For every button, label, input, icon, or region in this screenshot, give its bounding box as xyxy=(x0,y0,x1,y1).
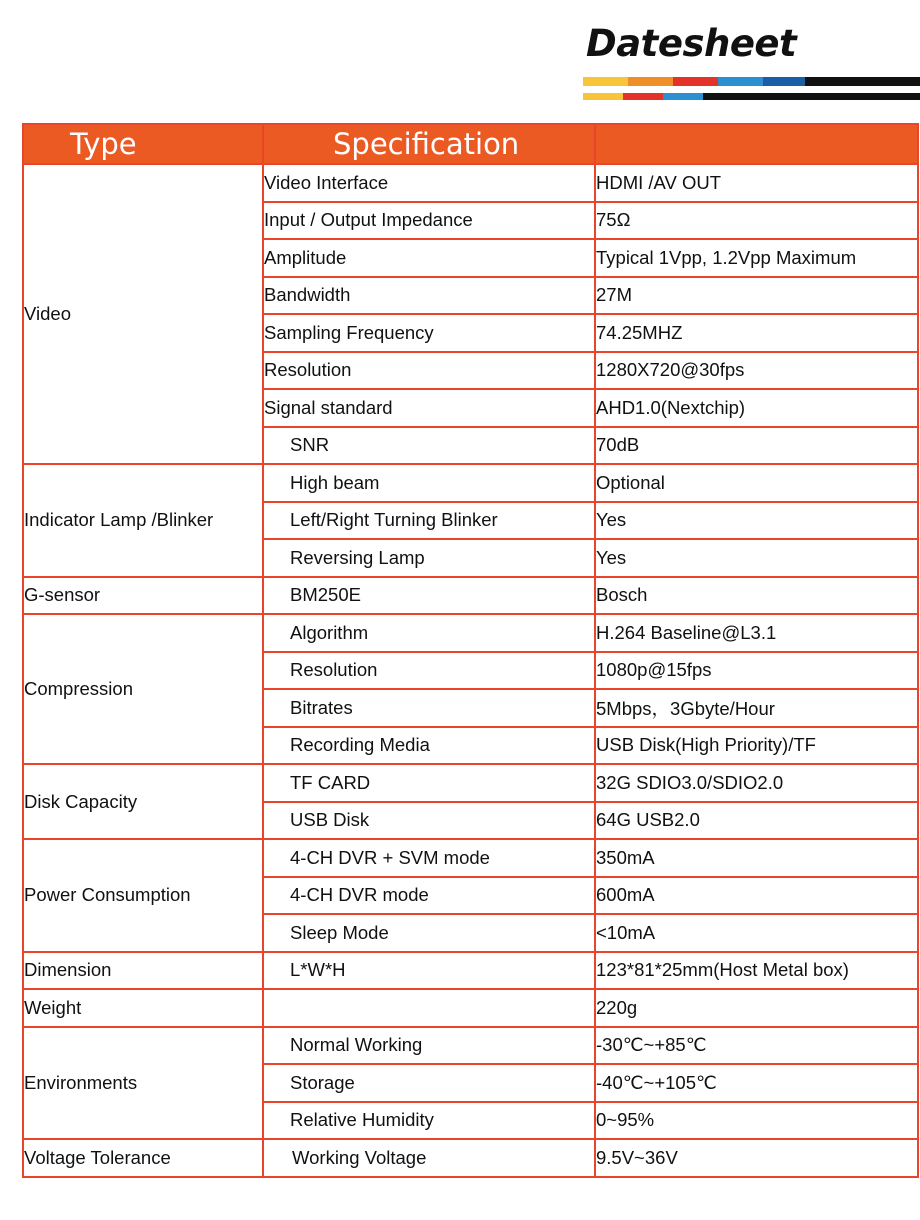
value-cell: Typical 1Vpp, 1.2Vpp Maximum xyxy=(595,239,918,277)
spec-cell: Sampling Frequency xyxy=(263,314,595,352)
value-cell: 75Ω xyxy=(595,202,918,240)
spec-cell: Sleep Mode xyxy=(263,914,595,952)
stripe-segment xyxy=(583,93,623,100)
spec-cell: Left/Right Turning Blinker xyxy=(263,502,595,540)
spec-cell: Relative Humidity xyxy=(263,1102,595,1140)
value-cell: AHD1.0(Nextchip) xyxy=(595,389,918,427)
color-stripe-bottom xyxy=(583,93,920,100)
header-specification: Specification xyxy=(263,124,595,164)
value-cell: 70dB xyxy=(595,427,918,465)
type-cell: Power Consumption xyxy=(23,839,263,952)
table-row xyxy=(23,1027,918,1065)
stripe-segment xyxy=(763,77,805,86)
type-cell: G-sensor xyxy=(23,577,263,615)
value-cell: 64G USB2.0 xyxy=(595,802,918,840)
spec-cell: Bandwidth xyxy=(263,277,595,315)
type-cell: Compression xyxy=(23,614,263,764)
value-cell: 0~95% xyxy=(595,1102,918,1140)
spec-cell: Amplitude xyxy=(263,239,595,277)
type-cell: Video xyxy=(23,164,263,464)
table-row xyxy=(23,839,918,877)
value-cell: 5Mbps，3Gbyte/Hour xyxy=(595,689,918,727)
table-row xyxy=(23,952,918,990)
spec-cell: Video Interface xyxy=(263,164,595,202)
spec-cell: Recording Media xyxy=(263,727,595,765)
value-cell: 1080p@15fps xyxy=(595,652,918,690)
value-cell: Yes xyxy=(595,539,918,577)
color-stripe-top xyxy=(583,77,920,86)
spec-cell: Reversing Lamp xyxy=(263,539,595,577)
table-row xyxy=(23,989,918,1027)
spec-cell: 4-CH DVR + SVM mode xyxy=(263,839,595,877)
value-cell: 220g xyxy=(595,989,918,1027)
stripe-segment xyxy=(673,77,718,86)
value-cell: 9.5V~36V xyxy=(595,1139,918,1177)
table-row xyxy=(23,1139,918,1177)
header-type: Type xyxy=(23,124,263,164)
table-row xyxy=(23,614,918,652)
type-cell: Dimension xyxy=(23,952,263,990)
spec-cell xyxy=(263,989,595,1027)
value-cell: 600mA xyxy=(595,877,918,915)
spec-cell: Normal Working xyxy=(263,1027,595,1065)
value-cell: Yes xyxy=(595,502,918,540)
stripe-segment xyxy=(718,77,763,86)
spec-cell: L*W*H xyxy=(263,952,595,990)
type-cell: Voltage Tolerance xyxy=(23,1139,263,1177)
value-cell: Bosch xyxy=(595,577,918,615)
stripe-segment xyxy=(805,77,920,86)
value-cell: 32G SDIO3.0/SDIO2.0 xyxy=(595,764,918,802)
table-row xyxy=(23,764,918,802)
stripe-segment xyxy=(583,77,628,86)
spec-cell: 4-CH DVR mode xyxy=(263,877,595,915)
value-cell: H.264 Baseline@L3.1 xyxy=(595,614,918,652)
type-cell: Environments xyxy=(23,1027,263,1140)
value-cell: 74.25MHZ xyxy=(595,314,918,352)
table-header-row xyxy=(23,124,918,164)
value-cell: Optional xyxy=(595,464,918,502)
page-title: Datesheet xyxy=(586,22,797,65)
table-row xyxy=(23,164,918,202)
value-cell: 27M xyxy=(595,277,918,315)
spec-cell: BM250E xyxy=(263,577,595,615)
value-cell: -30℃~+85℃ xyxy=(595,1027,918,1065)
type-cell: Disk Capacity xyxy=(23,764,263,839)
spec-cell: Resolution xyxy=(263,652,595,690)
value-cell: 1280X720@30fps xyxy=(595,352,918,390)
value-cell: 123*81*25mm(Host Metal box) xyxy=(595,952,918,990)
spec-cell: Bitrates xyxy=(263,689,595,727)
spec-cell: Working Voltage xyxy=(263,1139,595,1177)
type-cell: Indicator Lamp /Blinker xyxy=(23,464,263,577)
stripe-segment xyxy=(628,77,673,86)
value-cell: <10mA xyxy=(595,914,918,952)
spec-cell: Signal standard xyxy=(263,389,595,427)
spec-cell: Input / Output Impedance xyxy=(263,202,595,240)
stripe-segment xyxy=(623,93,663,100)
table-row xyxy=(23,464,918,502)
value-cell: 350mA xyxy=(595,839,918,877)
spec-cell: High beam xyxy=(263,464,595,502)
spec-cell: Resolution xyxy=(263,352,595,390)
stripe-segment xyxy=(663,93,703,100)
stripe-segment xyxy=(703,93,920,100)
value-cell: HDMI /AV OUT xyxy=(595,164,918,202)
spec-cell: SNR xyxy=(263,427,595,465)
type-cell: Weight xyxy=(23,989,263,1027)
header-value xyxy=(595,124,918,164)
value-cell: USB Disk(High Priority)/TF xyxy=(595,727,918,765)
value-cell: -40℃~+105℃ xyxy=(595,1064,918,1102)
spec-cell: USB Disk xyxy=(263,802,595,840)
spec-cell: Algorithm xyxy=(263,614,595,652)
table-row xyxy=(23,577,918,615)
spec-cell: Storage xyxy=(263,1064,595,1102)
spec-cell: TF CARD xyxy=(263,764,595,802)
spec-table xyxy=(22,123,919,1178)
